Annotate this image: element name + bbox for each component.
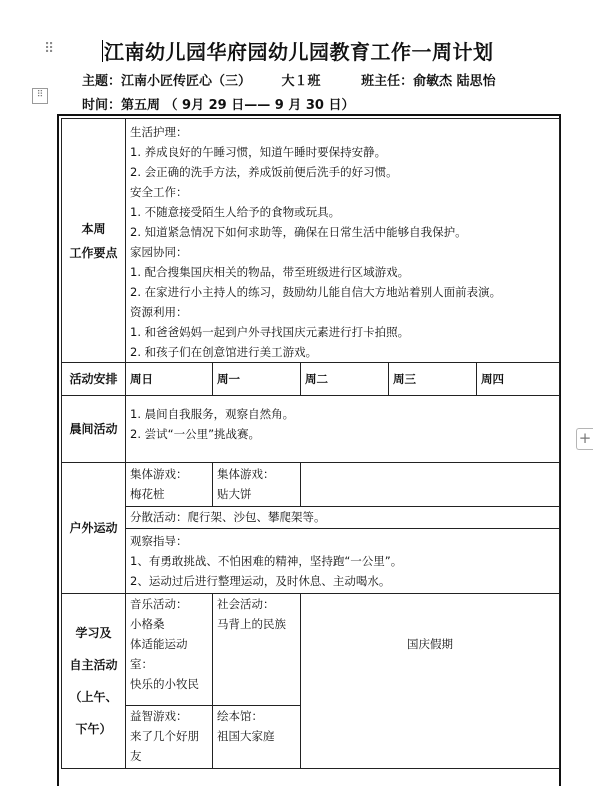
focus-line: 2. 在家进行小主持人的练习，鼓励幼儿能自信大方地站着别人面前表演。: [130, 285, 502, 299]
day-cell-thu[interactable]: 周四: [477, 363, 560, 396]
outdoor-row-observe: [62, 529, 560, 594]
schedule-row: [62, 363, 560, 396]
text-cursor: [102, 40, 103, 62]
focus-line: 家园协同：: [130, 245, 188, 259]
morning-line: 2. 尝试“一公里”挑战赛。: [130, 427, 261, 441]
study-row-1: [62, 594, 560, 706]
plan-table-frame: [57, 114, 561, 786]
schedule-label: 活动安排: [62, 363, 126, 396]
focus-line: 2. 知道紧急情况下如何求助等，确保在日常生活中能够自我保护。: [130, 225, 467, 239]
drag-handle-icon[interactable]: ⠿: [44, 41, 54, 57]
outdoor-row-scatter: [62, 507, 560, 529]
focus-line: 2. 会正确的洗手方法，养成饭前便后洗手的好习惯。: [130, 165, 398, 179]
focus-line: 1. 不随意接受陌生人给予的食物或玩具。: [130, 205, 341, 219]
holiday-cell[interactable]: [301, 594, 560, 769]
morning-row: [62, 396, 560, 463]
day-cell-tue[interactable]: 周二: [301, 363, 389, 396]
theme-text: 主题：江南小匠传匠心（三）: [82, 74, 252, 89]
day-cell-sun[interactable]: 周日: [126, 363, 213, 396]
outdoor-label: 户外运动: [62, 463, 126, 594]
class-name: 大１班: [281, 74, 321, 89]
study-picture[interactable]: 绘本馆： 祖国大家庭: [213, 706, 301, 769]
study-puzzle[interactable]: 益智游戏： 来了几个好朋友: [126, 706, 213, 769]
focus-label: 本周 工作要点: [62, 119, 126, 363]
meta-row-theme: [82, 70, 496, 89]
outdoor-row-games: [62, 463, 560, 507]
focus-line: 1. 养成良好的午睡习惯，知道午睡时要保持安静。: [130, 145, 387, 159]
plan-table: [61, 118, 560, 769]
study-social[interactable]: 社会活动： 马背上的民族: [213, 594, 301, 706]
holiday-text: 国庆假期: [407, 637, 454, 651]
focus-line: 1. 和爸爸妈妈一起到户外寻找国庆元素进行打卡拍照。: [130, 325, 410, 339]
time-text: 时间：第五周 （ 9月 29 日—— 9 月 30 日）: [82, 98, 355, 113]
study-music[interactable]: 音乐活动： 小格桑 体适能运动室： 快乐的小牧民: [126, 594, 213, 706]
day-cell-mon[interactable]: 周一: [213, 363, 301, 396]
outdoor-scatter[interactable]: 分散活动：爬行架、沙包、攀爬架等。: [126, 507, 560, 529]
focus-line: 2. 和孩子们在创意馆进行美工游戏。: [130, 345, 318, 359]
outdoor-game-a[interactable]: 集体游戏： 梅花桩: [126, 463, 213, 507]
focus-line: 安全工作：: [130, 185, 188, 199]
outdoor-observe[interactable]: 观察指导： 1、有勇敢挑战、不怕困难的精神，坚持跑“一公里”。 2、运动过后进行整理运动，及时休息、主动喝水。: [126, 529, 560, 594]
outdoor-game-b[interactable]: 集体游戏： 贴大饼: [213, 463, 301, 507]
focus-content[interactable]: [126, 119, 560, 363]
focus-line: 1. 配合搜集国庆相关的物品，带至班级进行区域游戏。: [130, 265, 410, 279]
page-title: 江南幼儿园华府园幼儿园教育工作一周计划: [104, 40, 494, 64]
morning-label: 晨间活动: [62, 396, 126, 463]
morning-content[interactable]: [126, 396, 560, 463]
study-label: 学习及 自主活动 （上午、 下午）: [62, 594, 126, 769]
table-move-handle-icon[interactable]: ⠿: [32, 88, 48, 104]
focus-row: [62, 119, 560, 363]
outdoor-game-empty[interactable]: [301, 463, 560, 507]
add-column-button[interactable]: +: [576, 428, 593, 450]
day-cell-wed[interactable]: 周三: [389, 363, 477, 396]
focus-line: 生活护理：: [130, 125, 188, 139]
focus-line: 资源利用：: [130, 305, 188, 319]
teachers-text: 班主任：俞敏杰 陆思怡: [361, 74, 496, 89]
meta-row-time: [82, 94, 354, 113]
morning-line: 1. 晨间自我服务，观察自然角。: [130, 407, 295, 421]
